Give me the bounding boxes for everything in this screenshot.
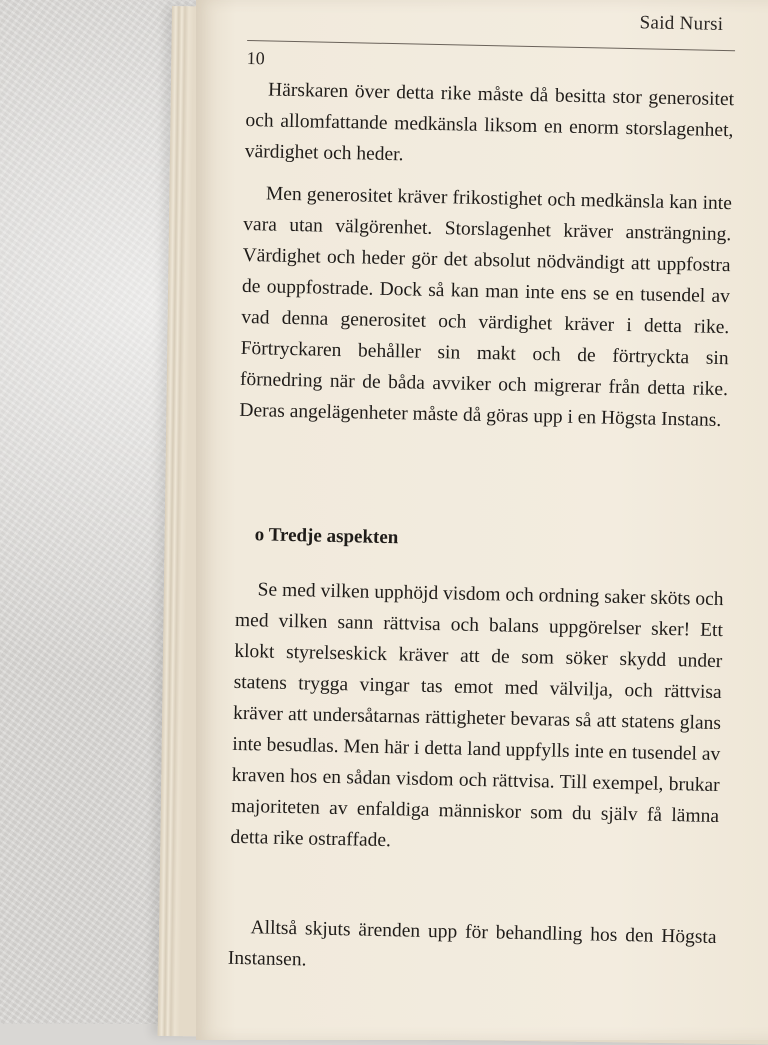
paragraph-4: Alltså skjuts ärenden upp för behandling hos den Högsta Instansen.: [227, 917, 717, 971]
section-heading: o Tredje aspekten: [254, 524, 399, 549]
paragraph-3: Se med vilken upphöjd visdom och ordning saker sköts och med vilken sann rättvisa och balans uppgörelser sker! Ett klokt styrelseskick kräver att de som söker skydd under statens trygga vingar tas emot med välvilja, och rättvisa kräver att undersåtarnas rättigheter bevaras så att statens glans inte besudlas. Men här i detta land uppfylls inte en tusendel av kraven hos en sådan visdom och rättvisa. Till exempel, brukar majoriteten av enfaldiga människor som du själv få lämna detta rike ostraffade.: [230, 579, 724, 852]
paragraph-1: Härskaren över detta rike måste då besitta stor generositet och allomfattande medkänsla liksom en enorm storslagenhet, värdighet och heder.: [244, 79, 735, 166]
running-head: Said Nursi: [639, 12, 724, 35]
paragraph-2: Men generositet kräver frikostighet och medkänsla kan inte vara utan välgörenhet. Storslagenhet kräver ansträngning. Värdighet och heder gör det absolut nödvändigt att uppfostra de ouppfostrade. Dock så kan man inte ens se en tusendel av vad denna generositet och värdighet kräver i detta rike. Förtryckaren behåller sin makt och de förtryckta sin förnedring när de båda avviker och migrerar från detta rike. Deras angelägenheter måste då göras upp i en Högsta Instans.: [239, 183, 733, 432]
page-number: 10: [246, 47, 265, 69]
